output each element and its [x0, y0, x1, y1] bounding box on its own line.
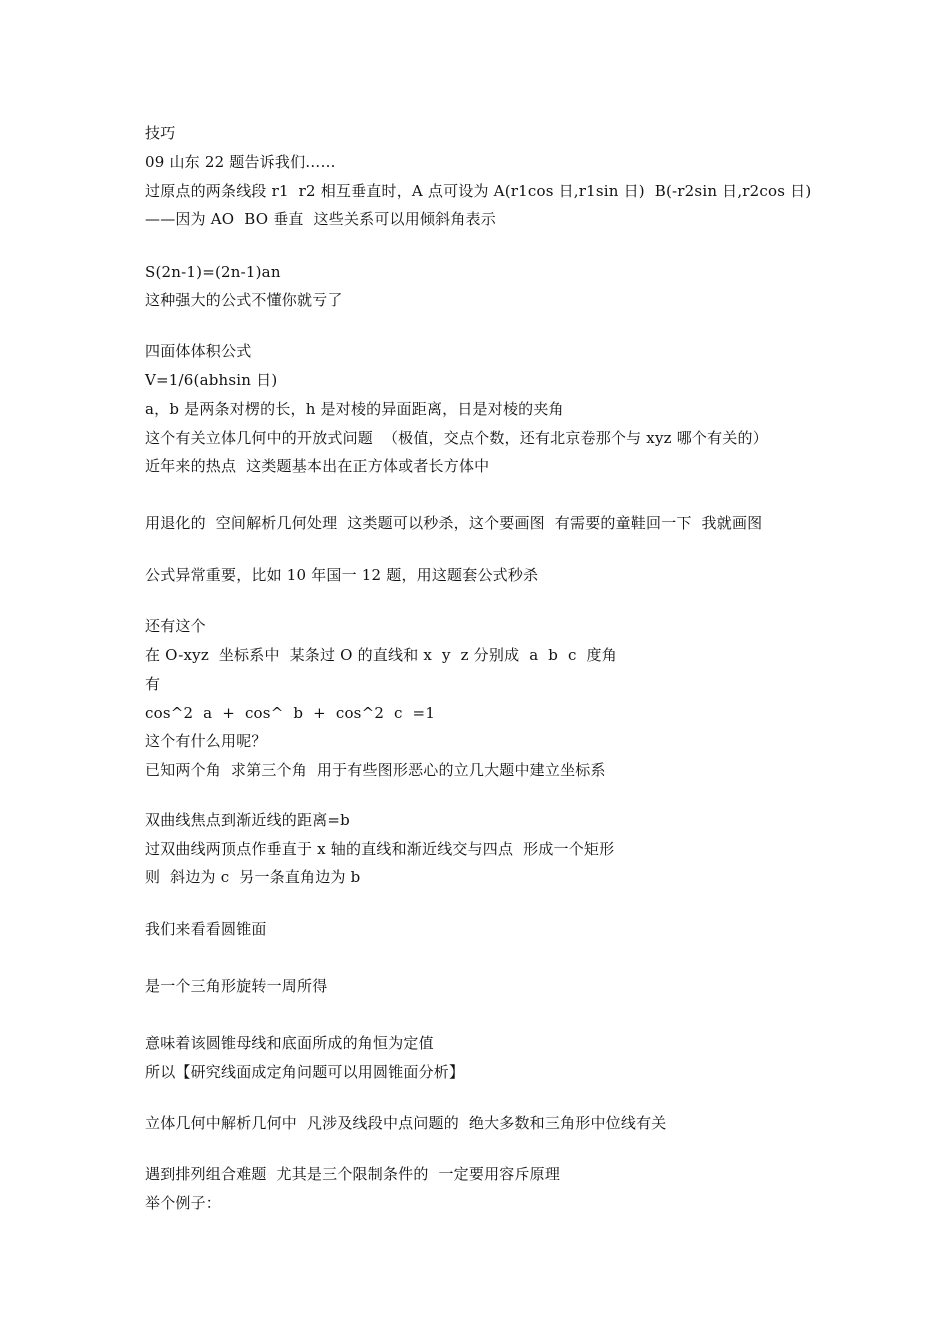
text-line: ——因为 AO BO 垂直 这些关系可以用倾斜角表示 — [145, 210, 496, 228]
text-line: 立体几何中解析几何中 凡涉及线段中点问题的 绝大多数和三角形中位线有关 — [145, 1114, 667, 1132]
text-line: 这个有关立体几何中的开放式问题 （极值，交点个数，还有北京卷那个与 xyz 哪个有关的） — [145, 429, 768, 447]
text-line: 还有这个 — [145, 617, 206, 635]
text-line: 技巧 — [145, 124, 176, 142]
text-line: a，b 是两条对楞的长，h 是对棱的异面距离，日是对棱的夹角 — [145, 400, 564, 418]
text-line: 已知两个角 求第三个角 用于有些图形恶心的立几大题中建立坐标系 — [145, 761, 606, 779]
text-line: S(2n-1)=(2n-1)an — [145, 263, 281, 281]
text-line: 09 山东 22 题告诉我们…… — [145, 153, 336, 171]
text-line: 我们来看看圆锥面 — [145, 920, 267, 938]
text-line: 过双曲线两顶点作垂直于 x 轴的直线和渐近线交与四点 形成一个矩形 — [145, 840, 615, 858]
text-line: 是一个三角形旋转一周所得 — [145, 977, 328, 995]
text-line: 这种强大的公式不懂你就亏了 — [145, 291, 343, 309]
text-line: 双曲线焦点到渐近线的距离=b — [145, 811, 350, 829]
text-line: 公式异常重要，比如 10 年国一 12 题，用这题套公式秒杀 — [145, 566, 539, 584]
text-line: 近年来的热点 这类题基本出在正方体或者长方体中 — [145, 457, 490, 475]
text-line: 则 斜边为 c 另一条直角边为 b — [145, 868, 361, 886]
text-line: V=1/6(abhsin 日) — [145, 371, 278, 389]
text-line: 这个有什么用呢？ — [145, 732, 267, 750]
text-line: 四面体体积公式 — [145, 342, 252, 360]
text-line: 遇到排列组合难题 尤其是三个限制条件的 一定要用容斥原理 — [145, 1165, 561, 1183]
text-line: 过原点的两条线段 r1 r2 相互垂直时，A 点可设为 A(r1cos 日,r1sin 日) B(-r2sin 日,r2cos 日) — [145, 182, 812, 200]
text-line: 意味着该圆锥母线和底面所成的角恒为定值 — [145, 1034, 434, 1052]
text-line: cos^2 a + cos^ b + cos^2 c =1 — [145, 704, 436, 722]
text-line: 用退化的 空间解析几何处理 这类题可以秒杀，这个要画图 有需要的童鞋回一下 我就画图 — [145, 514, 763, 532]
text-line: 在 O-xyz 坐标系中 某条过 O 的直线和 x y z 分别成 a b c 度角 — [145, 646, 617, 664]
text-line: 举个例子： — [145, 1194, 222, 1212]
text-line: 所以【研究线面成定角问题可以用圆锥面分析】 — [145, 1063, 465, 1081]
text-line: 有 — [145, 675, 161, 693]
